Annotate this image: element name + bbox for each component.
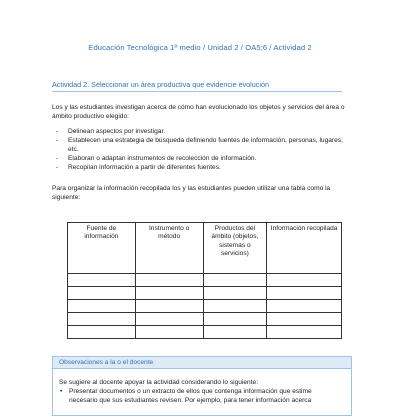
list-item: - Establecen una estrategia de búsqueda definiendo fuentes de información, personas, lugares, etc. [52,136,352,154]
table-row [68,313,342,326]
table-cell [203,326,267,339]
list-item: - Recopilan información a partir de diferentes fuentes. [52,163,352,172]
table-cell [203,300,267,313]
activity-title: Actividad 2. Seleccionar un área productiva que evidencie evolución [52,80,342,92]
table-cell [68,274,136,287]
table-cell [267,326,342,339]
teacher-notes-box [52,356,352,416]
table-cell [203,274,267,287]
table-header-row [68,223,342,274]
table-row [68,326,342,339]
teacher-notes-bullet [59,388,349,397]
table-cell [267,300,342,313]
table-cell [203,287,267,300]
table-cell [135,287,203,300]
table-row [68,274,342,287]
teacher-notes-text: Se sugiere al docente apoyar la actividad considerando lo siguiente: [59,379,259,386]
info-table [67,222,342,339]
table-intro-paragraph: Para organizar la información recopilada los y las estudiantes pueden utilizar una tabla como la siguiente: [52,185,331,201]
table-cell [68,287,136,300]
table-cell [267,287,342,300]
table-cell [267,313,342,326]
column-header-source: Fuente de información [68,223,136,274]
breadcrumb: Educación Tecnológica 1º medio / Unidad 2 / OA5;6 / Actividad 2 [88,43,312,52]
intro-paragraph: Los y las estudiantes investigan acerca de cómo han evolucionado los objetos y servicios del área o ámbito productivo elegido: [52,104,345,120]
teacher-notes-title: Observaciones a la o el docente [53,357,351,369]
table-cell [68,300,136,313]
list-item: - Elaboran o adaptan instrumentos de recolección de información. [52,154,352,163]
table-cell [267,274,342,287]
table-cell [203,313,267,326]
teacher-notes-bullet-continuation: necesario que sus estudiantes revisen. Por ejemplo, para tener información acerca [69,397,312,404]
table-cell [135,313,203,326]
column-header-information: Información recopilada [267,223,342,274]
table-row [68,300,342,313]
column-header-method: Instrumento o método [135,223,203,274]
table-cell [68,326,136,339]
table-cell [135,274,203,287]
table-row [68,287,342,300]
table-cell [135,326,203,339]
table-cell [135,300,203,313]
steps-list [52,127,352,172]
bullet-icon: • [60,388,63,395]
teacher-notes-bullet-text: Presentar documentos o un extracto de ellos que contenga información que estime [69,388,312,395]
list-item: - Delinean aspectos por investigar. [52,127,352,136]
column-header-products: Productos del ámbito (objetos, sistemas o servicios) [203,223,267,274]
table-cell [68,313,136,326]
